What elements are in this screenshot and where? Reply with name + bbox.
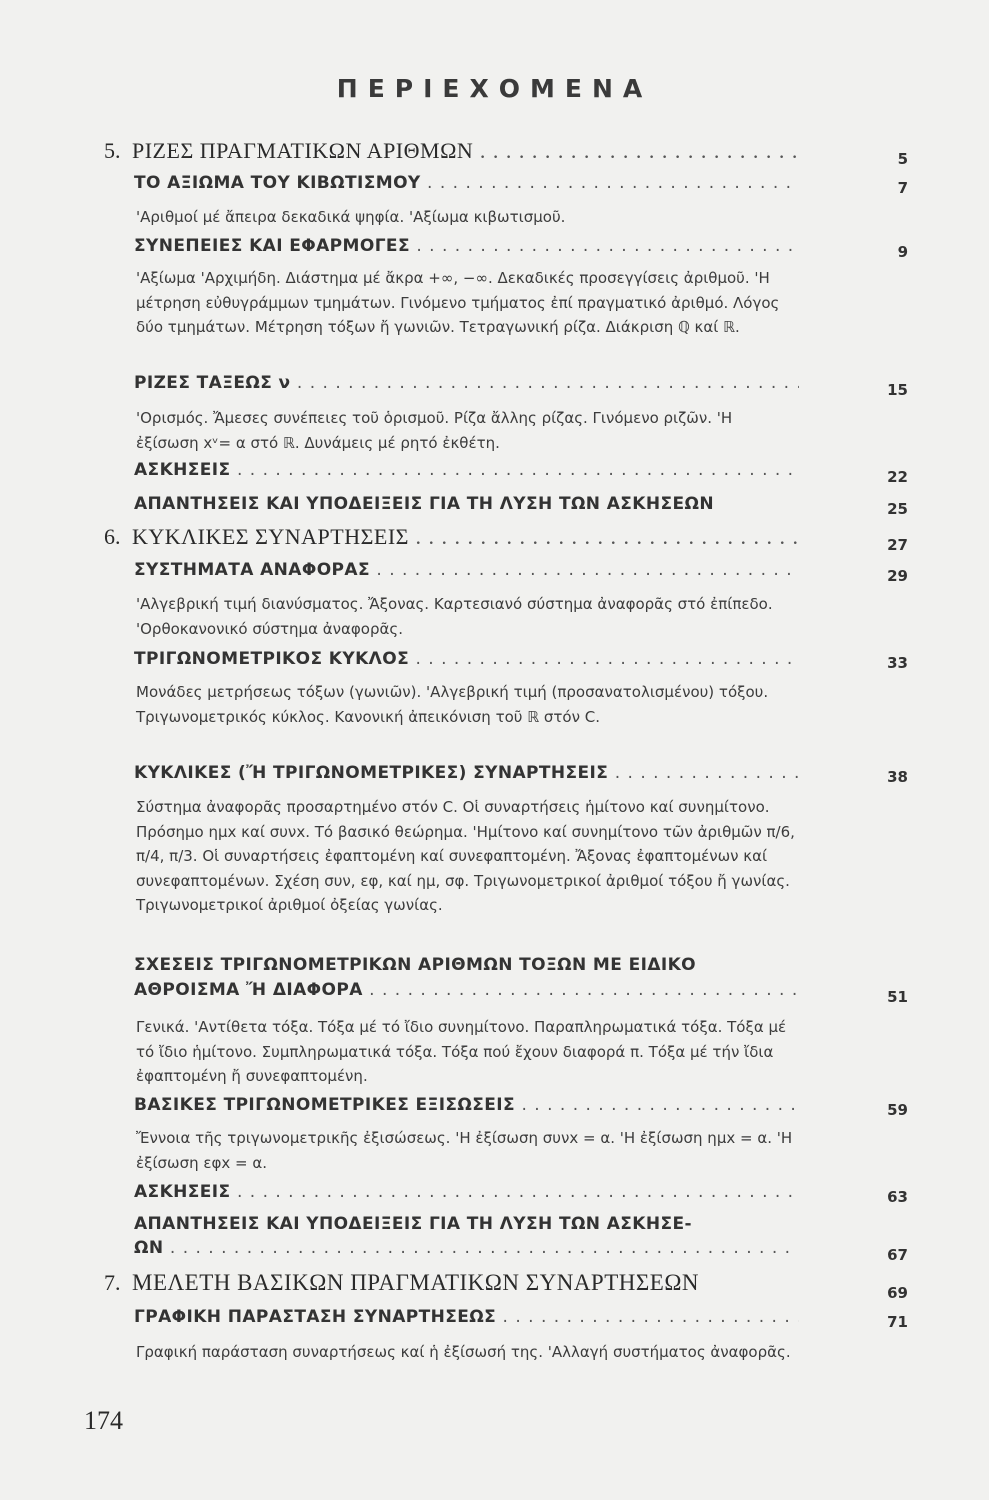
section-page: 51: [887, 988, 908, 1006]
section-title: ΑΣΚΗΣΕΙΣ . . .: [134, 1182, 799, 1202]
chapter-page: 5: [897, 150, 908, 168]
section-description: Ἔννοια τῆς τριγωνομετρικῆς ἐξισώσεως. 'Η ἐξίσωση συνx = α. 'Η ἐξίσωση ημx = α. 'Η ἐξίσωση εφx = α.: [136, 1129, 793, 1172]
section-page: 71: [887, 1313, 908, 1331]
section-title-line1: ΑΠΑΝΤΗΣΕΙΣ ΚΑΙ ΥΠΟΔΕΙΞΕΙΣ ΓΙΑ ΤΗ ΛΥΣΗ ΤΩΝ ΑΣΚΗΣΕ-: [134, 1214, 692, 1234]
section-title: ΑΠΑΝΤΗΣΕΙΣ ΚΑΙ ΥΠΟΔΕΙΞΕΙΣ ΓΙΑ ΤΗ ΛΥΣΗ ΤΩΝ ΑΣΚΗΣΕΩΝ: [134, 494, 715, 514]
chapter-page: 27: [887, 536, 908, 554]
section-title: ΤΡΙΓΩΝΟΜΕΤΡΙΚΟΣ ΚΥΚΛΟΣ . . .: [134, 649, 799, 669]
section-page: 7: [897, 179, 908, 197]
section-page: 59: [887, 1101, 908, 1119]
page-heading: ΠΕΡΙΕΧΟΜΕΝΑ: [336, 74, 653, 103]
section-page: 33: [887, 654, 908, 672]
chapter-number: 6.: [104, 524, 121, 549]
section-page: 38: [887, 768, 908, 786]
chapter-page: 69: [887, 1284, 908, 1302]
section-description: Σύστημα ἀναφορᾶς προσαρτημένο στόν C. Οἱ συναρτήσεις ἡμίτονο καί συνημίτονο. Πρόσημο ημx καί συνx. Τό βασικό θεώρημα. 'Ημίτονο καί συνημίτονο τῶν ἀριθμῶν π/6, π/4, π/3. Οἱ συναρτήσεις ἐφαπτομένη καί συνεφαπτομένη. Ἄξονας ἐφαπτομένων καί συνεφαπτομένων. Σχέση συν, εφ, καί ημ, σφ. Τριγωνομετρικοί ἀριθμοί τόξου ἤ γωνίας. Τριγωνομετρικοί ἀριθμοί ὀξείας γωνίας.: [136, 798, 795, 914]
chapter-number: 5.: [104, 138, 121, 163]
section-title: ΑΣΚΗΣΕΙΣ . . .: [134, 460, 799, 480]
section-title: ΚΥΚΛΙΚΕΣ (Ἤ ΤΡΙΓΩΝΟΜΕΤΡΙΚΕΣ) ΣΥΝΑΡΤΗΣΕΙΣ . . .: [134, 763, 799, 783]
section-description: 'Αξίωμα 'Αρχιμήδη. Διάστημα μέ ἄκρα +∞, −∞. Δεκαδικές προσεγγίσεις ἀριθμοῦ. 'Η μέτρηση εὐθυγράμμων τμημάτων. Γινόμενο τμήματος ἐπί πραγματικό ἀριθμό. Λόγος δύο τμημάτων. Μέτρηση τόξων ἤ γωνιῶν. Τετραγωνική ρίζα. Διάκριση ℚ καί ℝ.: [136, 269, 780, 336]
section-description: Γενικά. 'Αντίθετα τόξα. Τόξα μέ τό ἴδιο συνημίτονο. Παραπληρωματικά τόξα. Τόξα μέ τό ἴδιο ἡμίτονο. Συμπληρωματικά τόξα. Τόξα πού ἔχουν διαφορά π. Τόξα μέ τήν ἴδια ἐφαπτομένη ἤ συνεφαπτομένη.: [136, 1018, 787, 1085]
section-page: 29: [887, 567, 908, 585]
section-page: 67: [887, 1246, 908, 1264]
section-description: 'Ορισμός. Ἄμεσες συνέπειες τοῦ ὁρισμοῦ. Ρίζα ἄλλης ρίζας. Γινόμενο ριζῶν. 'Η ἐξίσωση xᵛ= α στό ℝ. Δυνάμεις μέ ρητό ἐκθέτη.: [136, 409, 733, 452]
section-description: 'Αριθμοί μέ ἄπειρα δεκαδικά ψηφία. 'Αξίωμα κιβωτισμοῦ.: [136, 208, 566, 226]
section-title: ΒΑΣΙΚΕΣ ΤΡΙΓΩΝΟΜΕΤΡΙΚΕΣ ΕΞΙΣΩΣΕΙΣ . . .: [134, 1095, 799, 1115]
section-description: Μονάδες μετρήσεως τόξων (γωνιῶν). 'Αλγεβρική τιμή (προσανατολισμένου) τόξου. Τριγωνομετρικός κύκλος. Κανονική ἀπεικόνιση τοῦ ℝ στόν C.: [136, 683, 769, 726]
chapter-title: ΚΥΚΛΙΚΕΣ ΣΥΝΑΡΤΗΣΕΙΣ . . .: [132, 524, 799, 550]
section-page: 25: [887, 500, 908, 518]
page-number: 174: [84, 1406, 123, 1435]
section-title: ΡΙΖΕΣ ΤΑΞΕΩΣ ν . . .: [134, 373, 799, 393]
section-page: 22: [887, 468, 908, 486]
section-page: 15: [887, 381, 908, 399]
chapter-title: ΡΙΖΕΣ ΠΡΑΓΜΑΤΙΚΩΝ ΑΡΙΘΜΩΝ . . .: [132, 138, 799, 164]
section-page: 9: [897, 243, 908, 261]
section-description: 'Αλγεβρική τιμή διανύσματος. Ἄξονας. Καρτεσιανό σύστημα ἀναφορᾶς στό ἐπίπεδο. 'Ορθοκανονικό σύστημα ἀναφορᾶς.: [136, 595, 773, 638]
section-title: ΣΥΣΤΗΜΑΤΑ ΑΝΑΦΟΡΑΣ . . .: [134, 560, 799, 580]
chapter-title: ΜΕΛΕΤΗ ΒΑΣΙΚΩΝ ΠΡΑΓΜΑΤΙΚΩΝ ΣΥΝΑΡΤΗΣΕΩΝ: [132, 1270, 700, 1295]
section-title: ΣΥΝΕΠΕΙΕΣ ΚΑΙ ΕΦΑΡΜΟΓΕΣ . . .: [134, 236, 799, 256]
section-title: ΤΟ ΑΞΙΩΜΑ ΤΟΥ ΚΙΒΩΤΙΣΜΟΥ . . .: [134, 173, 799, 193]
section-page: 63: [887, 1188, 908, 1206]
section-title: ΑΘΡΟΙΣΜΑ Ἤ ΔΙΑΦΟΡΑ . . .: [134, 980, 799, 1000]
section-title: ΓΡΑΦΙΚΗ ΠΑΡΑΣΤΑΣΗ ΣΥΝΑΡΤΗΣΕΩΣ . . .: [134, 1307, 799, 1327]
chapter-number: 7.: [104, 1270, 121, 1295]
section-title: ΩΝ . . .: [134, 1238, 799, 1258]
section-description: Γραφική παράσταση συναρτήσεως καί ἡ ἐξίσωσή της. 'Αλλαγή συστήματος ἀναφορᾶς.: [136, 1343, 791, 1361]
section-title-line1: ΣΧΕΣΕΙΣ ΤΡΙΓΩΝΟΜΕΤΡΙΚΩΝ ΑΡΙΘΜΩΝ ΤΟΞΩΝ ΜΕ ΕΙΔΙΚΟ: [134, 955, 697, 975]
